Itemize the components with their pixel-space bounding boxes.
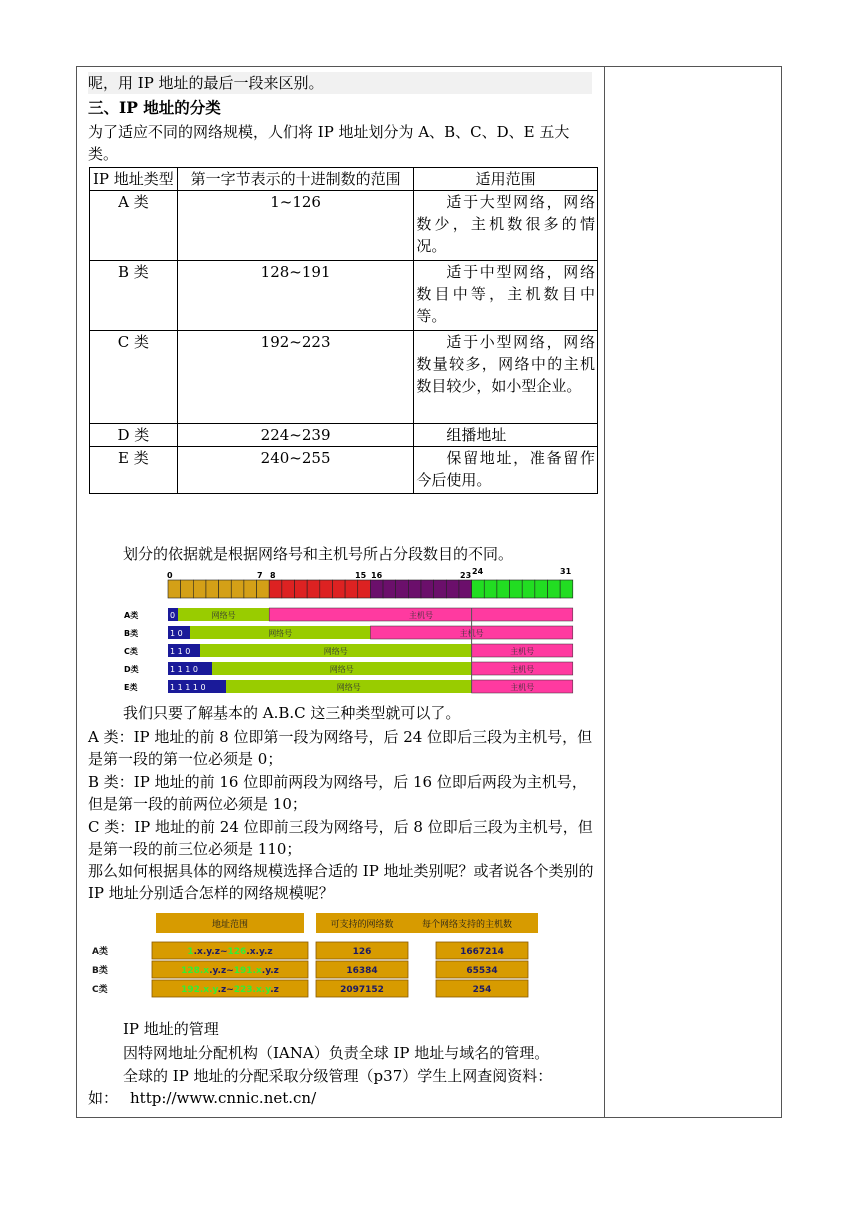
bit-label: 31 <box>560 568 572 576</box>
network-label: 网络号 <box>211 611 236 620</box>
cell-type: A 类 <box>90 191 178 261</box>
class-row-label: A类 <box>124 611 139 620</box>
class-row-label: B类 <box>124 629 139 638</box>
bit-cell <box>206 580 219 598</box>
range-text: 192.x.y.z~223.x.y.z <box>181 985 279 995</box>
network-label: 网络号 <box>329 665 354 674</box>
cell-range: 224~239 <box>177 424 414 447</box>
cell-scope: 适于中型网络，网络数目中等，主机数目中等。 <box>414 261 598 331</box>
range-row-label: C类 <box>92 985 108 995</box>
cell-scope: 组播地址 <box>414 424 598 447</box>
ip-class-table <box>89 167 598 494</box>
hosts-count: 254 <box>472 985 492 995</box>
bit-cell <box>497 580 510 598</box>
mgmt-title: IP 地址的管理 <box>123 1020 219 1038</box>
paragraph-question: 那么如何根据具体的网络规模选择合适的 IP 地址类别呢？或者说各个类别的 IP 地址分别适合怎样的网络规模呢？ <box>88 862 594 902</box>
bit-cell <box>332 580 345 598</box>
bit-cell <box>560 580 573 598</box>
bit-cell <box>472 580 485 598</box>
prefix-bits-text: 1 1 1 1 0 <box>170 683 206 692</box>
class-row-label: E类 <box>124 683 138 692</box>
bit-cell <box>446 580 459 598</box>
bit-label: 16 <box>371 571 383 580</box>
mgmt-prefix: 如： <box>88 1089 119 1107</box>
cnnic-link[interactable]: http://www.cnnic.net.cn/ <box>130 1089 317 1107</box>
table-row <box>90 447 598 494</box>
bit-label: 24 <box>472 568 484 576</box>
network-label: 网络号 <box>323 647 348 656</box>
cell-scope: 保留地址，准备留作今后使用。 <box>414 447 598 494</box>
hosts-count: 65534 <box>466 966 498 976</box>
cell-type: D 类 <box>90 424 178 447</box>
bit-cell <box>548 580 561 598</box>
ip-bit-layout-diagram <box>120 568 580 696</box>
bit-cell <box>535 580 548 598</box>
cell-range: 1~126 <box>177 191 414 261</box>
cell-scope: 适于大型网络，网络数少，主机数很多的情况。 <box>414 191 598 261</box>
header-networks: 可支持的网络数 <box>330 920 394 930</box>
network-label: 网络号 <box>336 683 361 692</box>
network-label: 网络号 <box>268 629 293 638</box>
bit-label: 15 <box>355 571 367 580</box>
class-row-label: C类 <box>124 647 138 656</box>
bit-cell <box>181 580 194 598</box>
networks-count: 2097152 <box>340 985 384 995</box>
bit-cell <box>421 580 434 598</box>
bit-cell <box>320 580 333 598</box>
bit-cell <box>522 580 535 598</box>
table-row <box>90 191 598 261</box>
bit-cell <box>459 580 472 598</box>
table-row <box>90 424 598 447</box>
paragraph-basis: 划分的依据就是根据网络号和主机号所占分段数目的不同。 <box>123 545 514 563</box>
class-row-label: D类 <box>124 665 139 674</box>
table-row <box>90 261 598 331</box>
bit-label: 8 <box>270 571 276 580</box>
bit-cell <box>244 580 257 598</box>
bit-cell <box>307 580 320 598</box>
cell-range: 192~223 <box>177 331 414 424</box>
cell-type: C 类 <box>90 331 178 424</box>
hosts-count: 1667214 <box>460 947 504 957</box>
bit-cell <box>383 580 396 598</box>
cell-range: 240~255 <box>177 447 414 494</box>
bit-cell <box>434 580 447 598</box>
cell-type: E 类 <box>90 447 178 494</box>
prefix-bits-text: 1 0 <box>170 629 183 638</box>
prefix-bits-text: 0 <box>170 611 176 620</box>
bit-cell <box>257 580 270 598</box>
range-row-label: A类 <box>92 947 108 957</box>
bit-cell <box>282 580 295 598</box>
header-range: 地址范围 <box>211 920 249 930</box>
paragraph-class-b: B 类：IP 地址的前 16 位即前两段为网络号，后 16 位即后两段为主机号，但是第一段的前两位必须是 10； <box>88 773 587 813</box>
header-type: IP 地址类型 <box>90 168 178 191</box>
section-heading: 三、IP 地址的分类 <box>88 98 221 117</box>
range-text: 128.x.y.z~191.x.y.z <box>181 966 279 976</box>
intro-text: 呢，用 IP 地址的最后一段来区别。 <box>88 72 592 94</box>
bit-cell <box>295 580 308 598</box>
bit-cell <box>484 580 497 598</box>
bit-label: 0 <box>167 571 173 580</box>
host-label: 主机号 <box>510 665 535 674</box>
paragraph-class-c: C 类：IP 地址的前 24 位即前三段为网络号，后 8 位即后三段为主机号，但是第一段的前三位必须是 110； <box>88 818 593 858</box>
header-hosts: 每个网络支持的主机数 <box>421 920 513 930</box>
bit-cell <box>219 580 232 598</box>
bit-cell <box>231 580 244 598</box>
networks-count: 16384 <box>346 966 378 976</box>
networks-count: 126 <box>352 947 372 957</box>
bit-cell <box>510 580 523 598</box>
bit-cell <box>408 580 421 598</box>
bit-cell <box>358 580 371 598</box>
table-row <box>90 331 598 424</box>
ip-range-figure <box>88 910 548 1004</box>
mgmt-line-2: 全球的 IP 地址的分配采取分级管理（p37）学生上网查阅资料： <box>123 1067 553 1085</box>
header-range: 第一字节表示的十进制数的范围 <box>177 168 414 191</box>
paragraph-classes: 为了适应不同的网络规模，人们将 IP 地址划分为 A、B、C、D、E 五大类。 <box>88 123 570 163</box>
range-text: 1.x.y.z~126.x.y.z <box>187 947 273 957</box>
prefix-bits-text: 1 1 0 <box>170 647 191 656</box>
cell-scope: 适于小型网络，网络数量较多，网络中的主机数目较少，如小型企业。 <box>414 331 598 424</box>
cell-range: 128~191 <box>177 261 414 331</box>
table-header-row <box>90 168 598 191</box>
host-label: 主机号 <box>510 647 535 656</box>
cell-type: B 类 <box>90 261 178 331</box>
bit-cell <box>370 580 383 598</box>
bit-cell <box>193 580 206 598</box>
host-label: 主机号 <box>409 611 433 620</box>
bit-cell <box>168 580 181 598</box>
host-label: 主机号 <box>459 629 484 638</box>
bit-label: 23 <box>460 571 472 580</box>
range-row-label: B类 <box>92 966 108 976</box>
prefix-bits-text: 1 1 1 0 <box>170 665 198 674</box>
host-label: 主机号 <box>510 683 535 692</box>
bit-cell <box>345 580 358 598</box>
bit-cell <box>269 580 282 598</box>
header-scope: 适用范围 <box>414 168 598 191</box>
mgmt-line-1: 因特网地址分配机构（IANA）负责全球 IP 地址与域名的管理。 <box>123 1044 550 1062</box>
column-divider <box>604 66 605 1118</box>
bit-cell <box>396 580 409 598</box>
bit-label: 7 <box>257 571 263 580</box>
mgmt-line-3 <box>88 1087 316 1109</box>
paragraph-abc: 我们只要了解基本的 A.B.C 这三种类型就可以了。 <box>123 704 461 722</box>
paragraph-class-a: A 类：IP 地址的前 8 位即第一段为网络号，后 24 位即后三段为主机号，但是第一段的第一位必须是 0； <box>88 728 593 768</box>
